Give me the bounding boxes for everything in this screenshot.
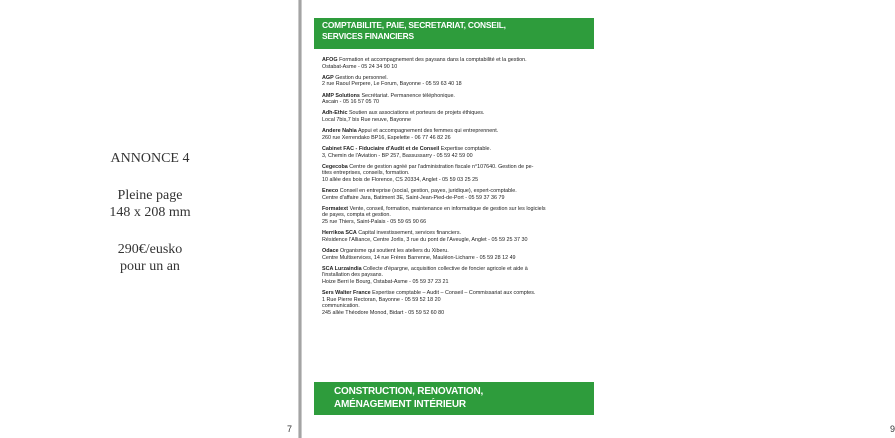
- directory-entry: [322, 93, 594, 106]
- entry-name: Andere Nahia: [322, 128, 357, 135]
- entry-heading-line: [322, 290, 594, 297]
- directory-entry: [322, 188, 594, 201]
- right-page: [302, 0, 895, 438]
- section-heading-line: CONSTRUCTION, RENOVATION,: [334, 386, 484, 397]
- left-page: [0, 0, 298, 438]
- entry-detail-line: Hoize Berri le Bourg, Ostabat-Asme - 05 59 37 23 21: [322, 278, 449, 285]
- entry-description: Organisme qui soutient les ateliers du Xiberu.: [339, 248, 449, 254]
- entry-detail-line: Ostabat-Asme - 05 24 34 90 10: [322, 63, 398, 70]
- ad-price-line: 290€/eusko: [117, 242, 183, 257]
- entry-name: AFOG: [322, 57, 338, 63]
- ad-title: ANNONCE 4: [110, 151, 190, 166]
- entry-description: Appui et accompagnement des femmes qui entreprennent.: [357, 128, 499, 135]
- entry-heading-line: [322, 188, 594, 195]
- section-heading-line: SERVICES FINANCIERS: [322, 30, 414, 41]
- entry-detail-line: l'installation des paysans.: [322, 272, 383, 279]
- entry-name: Adh-Ethic: [322, 110, 348, 117]
- entry-heading-line: [322, 110, 594, 117]
- ad-price: [40, 241, 260, 275]
- entry-name: Odace: [322, 248, 339, 254]
- entry-name: Sers Walter France: [322, 290, 371, 297]
- directory-entry: [322, 128, 594, 141]
- ad-spec: [40, 187, 260, 221]
- entry-detail-line: Résidence l'Alliance, Centre Jorlis, 3 rue du pont de l'Aveugle, Anglet - 05 59 25 37 30: [322, 236, 528, 243]
- entry-detail-line: 260 rue Xerrendako BP16, Espelette - 06 77 46 82 26: [322, 134, 451, 141]
- entry-description: Expertise comptable.: [440, 145, 492, 152]
- entry-heading-line: [322, 128, 594, 135]
- section-heading-line: COMPTABILITE, PAIE, SECRETARIAT, CONSEIL,: [322, 20, 506, 30]
- ad-placeholder: [40, 150, 260, 275]
- ad-spec-line: 148 x 208 mm: [109, 205, 191, 220]
- entry-description: Formation et accompagnement des paysans dans la comptabilité et la gestion.: [339, 57, 527, 63]
- entry-description: Centre de gestion agréé par l'administration fiscale n°107640. Gestion de pe-: [349, 163, 534, 170]
- entry-detail-line: Ascain - 05 16 57 05 70: [322, 99, 379, 106]
- entry-detail-line: tites entreprises, conseils, formation.: [322, 170, 410, 177]
- entry-description: Soutien aux associations et porteurs de projets éthiques.: [348, 110, 485, 117]
- right-page-number: 9: [890, 424, 895, 434]
- directory-entry: [322, 230, 594, 243]
- entry-name: AGP: [322, 74, 334, 81]
- entry-detail-line: 3, Chemin de l'Aviation - BP 257, Bassussarry - 05 59 42 59 00: [322, 152, 473, 159]
- directory-entry: [322, 164, 594, 184]
- directory-entry: [322, 110, 594, 123]
- directory-entry: [322, 57, 594, 70]
- entry-detail-line: Local 7bis,7 bis Rue neuve, Bayonne: [322, 116, 412, 123]
- entry-heading-line: [322, 57, 594, 64]
- entry-heading-line: [322, 75, 594, 82]
- entry-name: Herrikoa SCA: [322, 230, 357, 237]
- entry-detail-line: 25 rue Thiers, Saint-Palais - 05 59 65 90 66: [322, 219, 427, 226]
- directory-entry: [322, 248, 594, 261]
- entry-description: Gestion du personnel.: [335, 74, 388, 81]
- entry-detail-line: Centre Multiservices, 14 rue Frères Barrenne, Mauléon-Licharre - 05 59 28 12 49: [322, 254, 516, 261]
- ad-spec-line: Pleine page: [117, 188, 183, 203]
- entry-heading-line: [322, 206, 594, 213]
- directory-entry: [322, 146, 594, 159]
- entry-description: Capital investissement, services financiers.: [358, 230, 462, 237]
- entry-heading-line: [322, 164, 594, 171]
- entry-heading-line: [322, 266, 594, 273]
- entry-heading-line: [322, 230, 594, 237]
- directory-entry: [322, 75, 594, 88]
- entry-description: Secrétariat. Permanence téléphonique.: [361, 92, 455, 99]
- ad-price-line: pour un an: [120, 259, 180, 274]
- entry-detail-line: Centre d'affaire Jara, Batiment 3E, Saint-Jean-Pied-de-Port - 05 59 37 36 79: [322, 194, 505, 201]
- directory-entry: [322, 290, 594, 316]
- section-heading-line: AMÉNAGEMENT INTÉRIEUR: [334, 399, 466, 410]
- entry-heading-line: [322, 248, 594, 255]
- directory-entry: [322, 266, 594, 286]
- section-heading-finance: [314, 18, 594, 49]
- entry-name: AMP Solutions: [322, 92, 360, 99]
- entry-detail-line: 1 Rue Pierre Rectoran, Bayonne - 05 59 52 18 20: [322, 296, 441, 303]
- entry-detail-line: 10 allée des bois de Florence, CS 20334, Anglet - 05 59 03 25 25: [322, 176, 479, 183]
- entry-heading-line: [322, 146, 594, 153]
- entry-name: Cabinet FAC - Fiduciaire d'Audit et de Conseil: [322, 145, 440, 152]
- entry-detail-line: de payes, compta et gestion.: [322, 212, 391, 219]
- entry-name: Cegecoba: [322, 163, 348, 170]
- entry-detail-line: 245 allée Théodore Monod, Bidart - 05 59 52 60 80: [322, 309, 445, 316]
- entry-description: Vente, conseil, formation, maintenance en informatique de gestion sur les logiciels: [349, 205, 546, 212]
- entry-description: Conseil en entreprise (social, gestion, payes, juridique), expert-comptable.: [339, 188, 517, 195]
- entry-name: Formatext: [322, 205, 349, 212]
- entry-description: Collecte d'épargne, acquisition collective de foncier agricole et aide à: [363, 265, 528, 272]
- entry-name: Eneco: [322, 188, 339, 195]
- left-page-number: 7: [287, 424, 293, 434]
- directory-entry: [322, 206, 594, 226]
- section-heading-construction: [314, 382, 594, 415]
- entry-heading-line: [322, 93, 594, 100]
- entry-name: SCA Lurzaindia: [322, 265, 362, 272]
- directory-list: [322, 57, 594, 321]
- entry-detail-line: 2 rue Raoul Perpere, Le Forum, Bayonne - 05 59 63 40 18: [322, 81, 462, 88]
- entry-description: Expertise comptable – Audit – Conseil – Commissariat aux comptes.: [372, 290, 536, 297]
- entry-detail-line: communication.: [322, 303, 360, 310]
